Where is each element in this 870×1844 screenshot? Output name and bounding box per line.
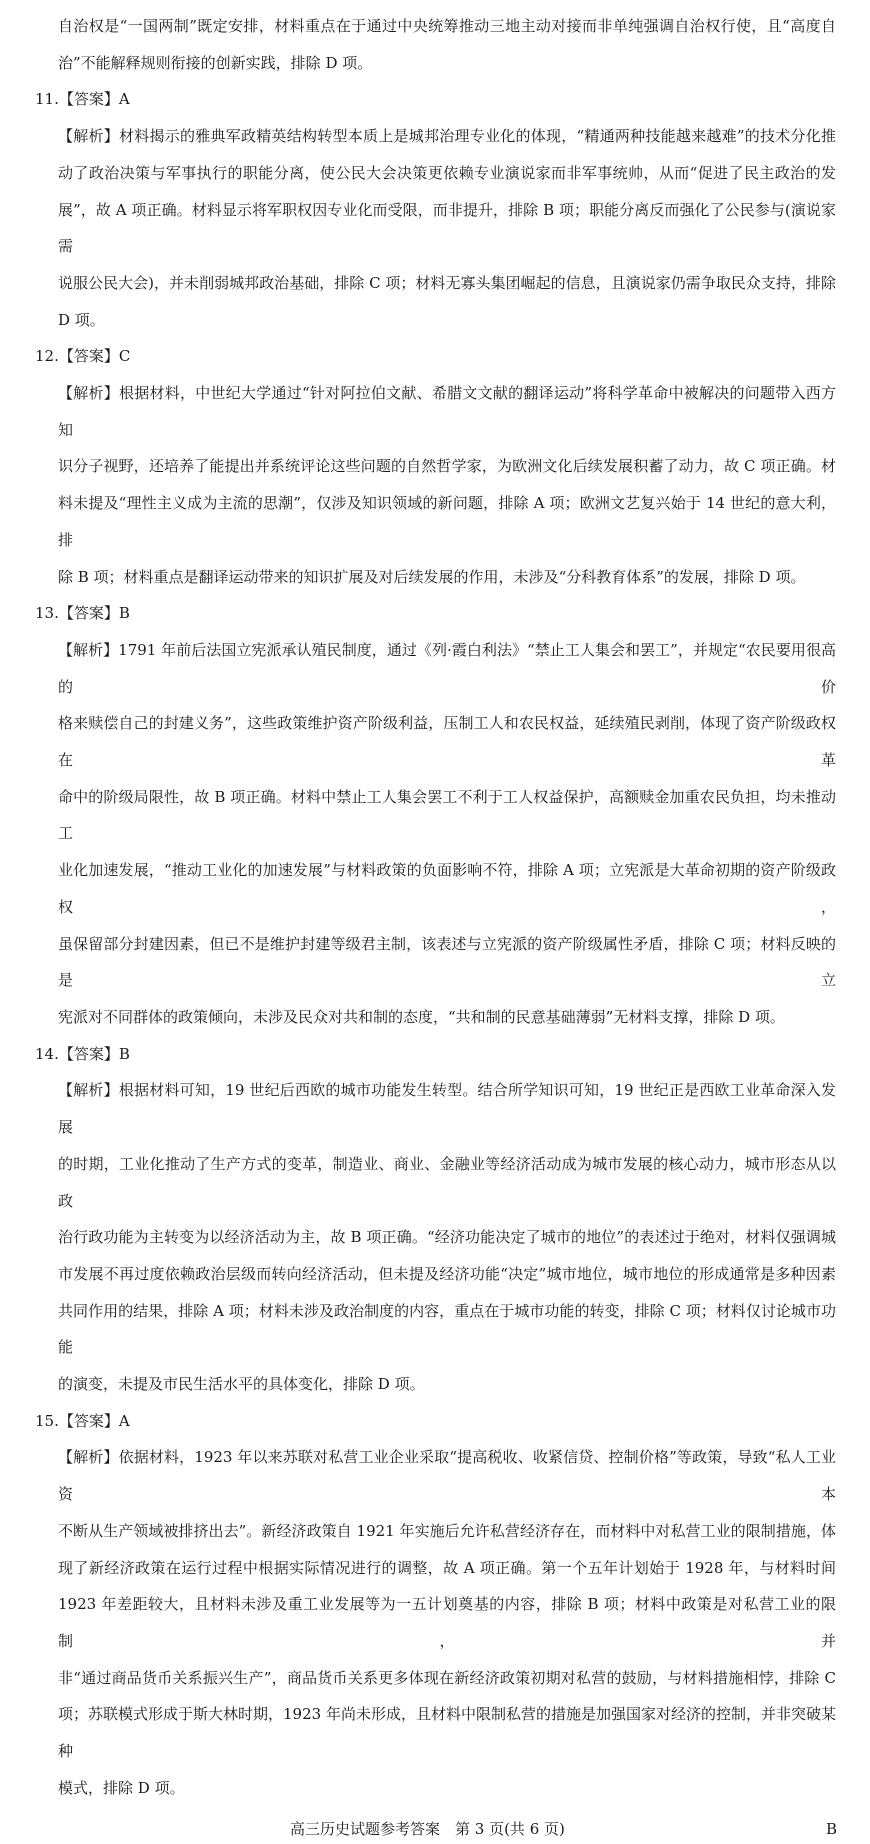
answer-heading: 11.【答案】A <box>35 90 130 109</box>
paper-version: B <box>826 1820 838 1839</box>
answer-section <box>0 1403 870 1807</box>
analysis-text-line: 格来赎偿自己的封建义务”，这些政策维护资产阶级利益，压制工人和农民权益，延续殖民剥削，体现了资产阶级政权在革 <box>58 714 836 770</box>
answer-heading: 12.【答案】C <box>35 347 131 366</box>
analysis-text-line: 市发展不再过度依赖政治层级而转向经济活动，但未提及经济功能“决定”城市地位，城市地位的形成通常是多种因素 <box>58 1264 836 1283</box>
analysis-text-line: 展”，故 A 项正确。材料显示将军职权因专业化而受限，而非提升，排除 B 项；职能分离反而强化了公民参与(演说家需 <box>58 200 836 256</box>
analysis-text-line: 【解析】依据材料，1923 年以来苏联对私营工业企业采取“提高税收、收紧信贷、控制价格”等政策，导致“私人工业资本 <box>58 1448 836 1504</box>
analysis-text-line: 共同作用的结果，排除 A 项；材料未涉及政治制度的内容，重点在于城市功能的转变，排除 C 项；材料仅讨论城市功能 <box>58 1301 836 1357</box>
analysis-text-line: 【解析】1791 年前后法国立宪派承认殖民制度，通过《列·霞白利法》“禁止工人集会和罢工”，并规定“农民要用很高的价 <box>58 640 836 696</box>
analysis-text-line: 非“通过商品货币关系振兴生产”，商品货币关系更多体现在新经济政策初期对私营的鼓励，与材料措施相悖，排除 C <box>58 1668 836 1687</box>
page-footer <box>0 1814 870 1844</box>
answer-section <box>0 595 870 1035</box>
analysis-text-line: 项；苏联模式形成于斯大林时期，1923 年尚未形成，且材料中限制私营的措施是加强国家对经济的控制，并非突破某种 <box>58 1705 836 1761</box>
analysis-text-line: 命中的阶级局限性，故 B 项正确。材料中禁止工人集会罢工不利于工人权益保护，高额赎金加重农民负担，均未推动工 <box>58 787 836 843</box>
page-info: 高三历史试题参考答案 第 3 页(共 6 页) <box>290 1820 565 1839</box>
analysis-text-line: 说服公民大会)，并未削弱城邦政治基础，排除 C 项；材料无寡头集团崛起的信息，且演说家仍需争取民众支持，排除 <box>58 273 836 292</box>
analysis-text-line: 治行政功能为主转变为以经济活动为主，故 B 项正确。“经济功能决定了城市的地位”的表述过于绝对，材料仅强调城 <box>58 1228 836 1247</box>
analysis-text-line: 宪派对不同群体的政策倾向，未涉及民众对共和制的态度，“共和制的民意基础薄弱”无材料支撑，排除 D 项。 <box>58 1007 785 1026</box>
analysis-text-line: 业化加速发展，“推动工业化的加速发展”与材料政策的负面影响不符，排除 A 项；立宪派是大革命初期的资产阶级政权， <box>58 861 836 916</box>
answer-heading: 13.【答案】B <box>35 604 130 623</box>
answer-section <box>0 338 870 595</box>
analysis-text-line: 【解析】根据材料，中世纪大学通过“针对阿拉伯文献、希腊文文献的翻译运动”将科学革命中被解决的问题带入西方知 <box>58 384 836 439</box>
analysis-text-line: 料未提及“理性主义成为主流的思潮”，仅涉及知识领域的新问题，排除 A 项；欧洲文艺复兴始于 14 世纪的意大利，排 <box>58 494 836 549</box>
analysis-text-line: 治”不能解释规则衔接的创新实践，排除 D 项。 <box>58 53 373 72</box>
analysis-text-line: 1923 年差距较大，且材料未涉及重工业发展等为一五计划奠基的内容，排除 B 项；材料中政策是对私营工业的限制，并 <box>58 1595 836 1650</box>
analysis-text-line: 动了政治决策与军事执行的职能分离，使公民大会决策更依赖专业演说家而非军事统帅，从而“促进了民主政治的发 <box>58 163 836 182</box>
analysis-text-line: 现了新经济政策在运行过程中根据实际情况进行的调整，故 A 项正确。第一个五年计划始于 1928 年，与材料时间 <box>58 1558 836 1577</box>
analysis-text-line: 的演变，未提及市民生活水平的具体变化，排除 D 项。 <box>58 1375 425 1394</box>
answer-section <box>0 81 870 338</box>
analysis-text-line: 虽保留部分封建因素，但已不是维护封建等级君主制，该表述与立宪派的资产阶级属性矛盾，排除 C 项；材料反映的是立 <box>58 934 836 990</box>
analysis-text-line: 的时期，工业化推动了生产方式的变革，制造业、商业、金融业等经济活动成为城市发展的核心动力，城市形态从以政 <box>58 1154 836 1210</box>
analysis-text-line: 不断从生产领域被排挤出去”。新经济政策自 1921 年实施后允许私营经济存在，而材料中对私营工业的限制措施，体 <box>58 1521 836 1540</box>
answer-section <box>0 8 870 81</box>
analysis-text-line: D 项。 <box>58 310 105 329</box>
answer-heading: 15.【答案】A <box>35 1411 130 1430</box>
analysis-text-line: 【解析】材料揭示的雅典军政精英结构转型本质上是城邦治理专业化的体现，“精通两种技能越来越难”的技术分化推 <box>58 127 836 146</box>
analysis-text-line: 【解析】根据材料可知，19 世纪后西欧的城市功能发生转型。结合所学知识可知，19 世纪正是西欧工业革命深入发展 <box>58 1081 836 1137</box>
answer-section <box>0 1036 870 1403</box>
analysis-text-line: 除 B 项；材料重点是翻译运动带来的知识扩展及对后续发展的作用，未涉及“分科教育体系”的发展，排除 D 项。 <box>58 567 806 586</box>
analysis-text-line: 模式，排除 D 项。 <box>58 1778 185 1797</box>
answer-heading: 14.【答案】B <box>35 1044 130 1063</box>
analysis-text-line: 识分子视野，还培养了能提出并系统评论这些问题的自然哲学家，为欧洲文化后续发展积蓄了动力，故 C 项正确。材 <box>58 457 836 476</box>
analysis-text-line: 自治权是“一国两制”既定安排，材料重点在于通过中央统筹推动三地主动对接而非单纯强调自治权行使，且“高度自 <box>58 17 836 35</box>
